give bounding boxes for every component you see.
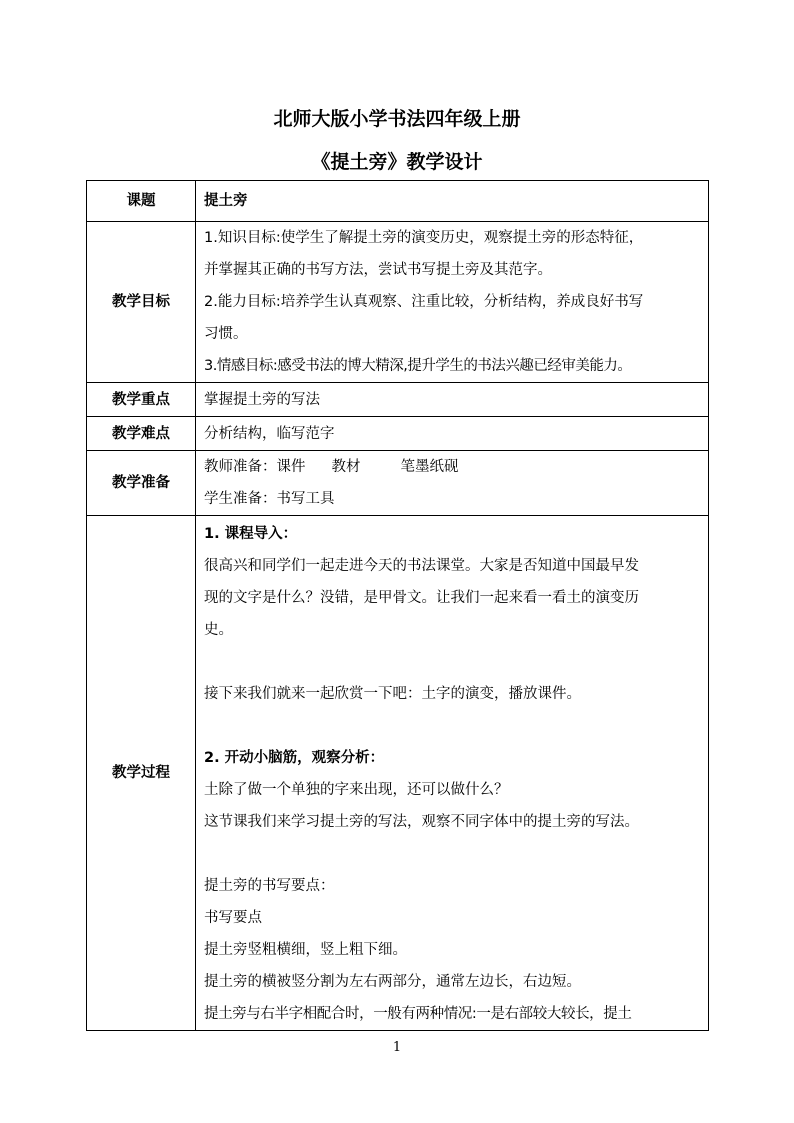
table-row-difficulty bbox=[87, 417, 709, 451]
goals-line: 2.能力目标:培养学生认真观察、注重比较，分析结构，养成良好书写 bbox=[204, 294, 644, 310]
goals-line: 并掌握其正确的书写方法，尝试书写提土旁及其范字。 bbox=[204, 262, 552, 278]
topic-value: 提土旁 bbox=[196, 181, 709, 222]
difficulty-label: 教学难点 bbox=[87, 417, 196, 451]
table-row-preparation bbox=[87, 451, 709, 516]
table-row-process bbox=[87, 516, 709, 1031]
preparation-content bbox=[196, 451, 709, 516]
paragraph-line: 提土旁的横被竖分割为左右两部分，通常左边长，右边短。 bbox=[204, 974, 581, 990]
paragraph-line: 这节课我们来学习提土旁的写法，观察不同字体中的提土旁的写法。 bbox=[204, 814, 639, 830]
paragraph-line: 史。 bbox=[204, 622, 233, 638]
table-row-key-point bbox=[87, 383, 709, 417]
student-preparation: 学生准备：书写工具 bbox=[204, 491, 335, 507]
table-row-topic bbox=[87, 181, 709, 222]
preparation-label: 教学准备 bbox=[87, 451, 196, 516]
goals-line: 3.情感目标:感受书法的博大精深,提升学生的书法兴趣已经审美能力。 bbox=[204, 358, 632, 374]
paragraph-line: 接下来我们就来一起欣赏一下吧：土字的演变，播放课件。 bbox=[204, 686, 581, 702]
key-point-label: 教学重点 bbox=[87, 383, 196, 417]
goals-line: 1.知识目标:使学生了解提土旁的演变历史，观察提土旁的形态特征， bbox=[204, 230, 644, 246]
teacher-prep-item: 笔墨纸砚 bbox=[400, 459, 459, 475]
process-label: 教学过程 bbox=[87, 516, 196, 1031]
table-row-goals bbox=[87, 222, 709, 383]
paragraph-line: 提土旁竖粗横细，竖上粗下细。 bbox=[204, 942, 407, 958]
topic-label: 课题 bbox=[87, 181, 196, 222]
document-subtitle: 《提土旁》教学设计 bbox=[311, 151, 483, 173]
document-title: 北师大版小学书法四年级上册 bbox=[273, 108, 521, 130]
section-heading: 2. 开动小脑筋，观察分析： bbox=[204, 750, 385, 766]
lesson-plan-table bbox=[86, 180, 709, 1031]
paragraph-line: 土除了做一个单独的字来出现，还可以做什么？ bbox=[204, 782, 509, 798]
goals-content bbox=[196, 222, 709, 383]
paragraph-line: 现的文字是什么？没错，是甲骨文。让我们一起来看一看土的演变历 bbox=[204, 590, 639, 606]
goals-label: 教学目标 bbox=[87, 222, 196, 383]
paragraph-line: 书写要点 bbox=[204, 910, 262, 926]
goals-line: 习惯。 bbox=[204, 326, 248, 342]
paragraph-line: 提土旁的书写要点： bbox=[204, 878, 335, 894]
teacher-prep-prefix: 教师准备：课件 bbox=[204, 459, 306, 475]
difficulty-value: 分析结构，临写范字 bbox=[196, 417, 709, 451]
section-heading: 1. 课程导入： bbox=[204, 526, 298, 542]
page-number: 1 bbox=[392, 1040, 402, 1055]
process-content bbox=[196, 516, 709, 1031]
teacher-preparation bbox=[204, 451, 704, 483]
paragraph-line: 提土旁与右半字相配合时，一般有两种情况:一是右部较大较长，提土 bbox=[204, 1006, 632, 1022]
key-point-value: 掌握提土旁的写法 bbox=[196, 383, 709, 417]
paragraph-line: 很高兴和同学们一起走进今天的书法课堂。大家是否知道中国最早发 bbox=[204, 558, 639, 574]
teacher-prep-item: 教材 bbox=[331, 459, 361, 475]
